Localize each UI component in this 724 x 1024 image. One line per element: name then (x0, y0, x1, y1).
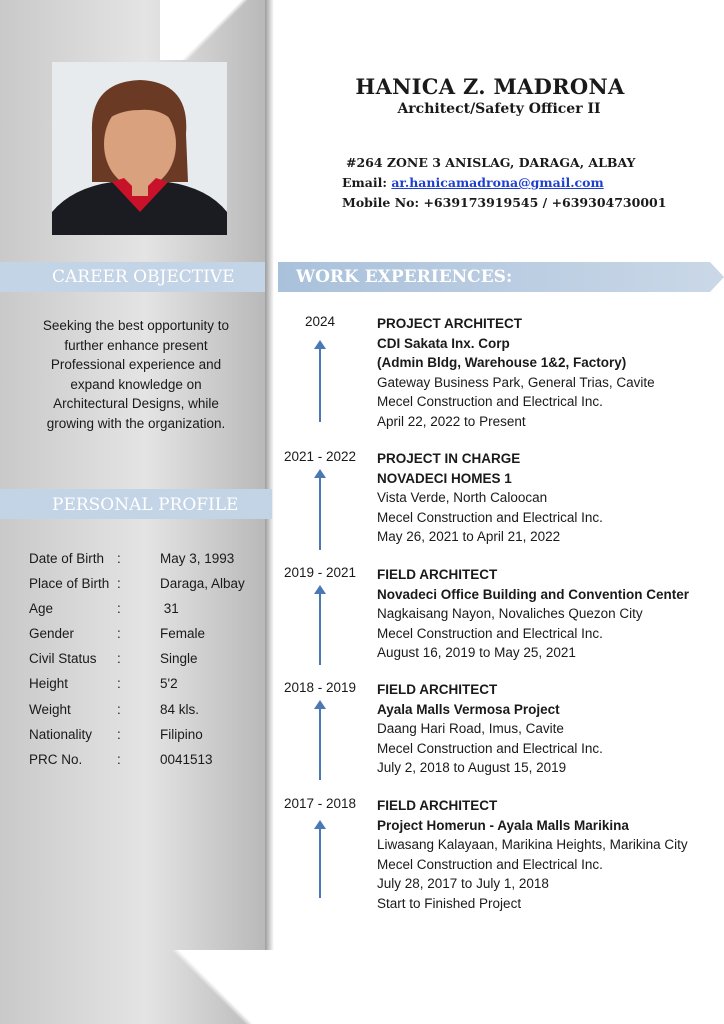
experience-details (377, 449, 603, 547)
experience-company: Mecel Construction and Electrical Inc. (377, 509, 603, 525)
experience-years: 2018 - 2019 (283, 680, 357, 695)
experience-company: Mecel Construction and Electrical Inc. (377, 740, 603, 756)
profile-value: 84 kls. (160, 701, 200, 717)
experience-project: Project Homerun - Ayala Malls Marikina (377, 817, 629, 833)
email-label: Email: (342, 175, 387, 190)
profile-label: Nationality (29, 726, 93, 742)
experience-location: Gateway Business Park, General Trias, Cavite (377, 374, 655, 390)
experience-company: Mecel Construction and Electrical Inc. (377, 856, 603, 872)
profile-value: Filipino (160, 726, 203, 742)
mobile-line (342, 193, 666, 213)
profile-colon: : (117, 701, 121, 717)
profile-label: Date of Birth (29, 551, 105, 566)
experience-dates: May 26, 2021 to April 21, 2022 (377, 529, 561, 545)
profile-label: Age (29, 601, 54, 617)
job-title: Architect/Safety Officer II (397, 101, 601, 117)
profile-colon: : (117, 676, 121, 692)
mobile-label: Mobile No: (342, 195, 420, 210)
experience-dates: August 16, 2019 to May 25, 2021 (377, 645, 576, 661)
experience-company: Mecel Construction and Electrical Inc. (377, 394, 603, 410)
profile-value: 0041513 (160, 751, 213, 767)
experience-years: 2017 - 2018 (283, 796, 357, 811)
profile-colon: : (117, 576, 121, 592)
experience-position: FIELD ARCHITECT (377, 798, 498, 813)
objective-line: growing with the organization. (46, 415, 226, 431)
experience-position: FIELD ARCHITECT (377, 567, 498, 582)
profile-value: Female (160, 626, 206, 642)
mobile-number: +639173919545 / +639304730001 (423, 195, 667, 210)
experience-project: CDI Sakata Inx. Corp (377, 335, 510, 351)
career-objective-text (30, 316, 242, 434)
profile-colon: : (117, 626, 121, 642)
experience-years: 2024 (304, 314, 336, 329)
experience-project: Novadeci Office Building and Convention Center (377, 586, 690, 602)
experience-project: NOVADECI HOMES 1 (377, 470, 512, 486)
personal-profile-heading: PERSONAL PROFILE (52, 495, 239, 515)
profile-colon: : (117, 551, 121, 566)
profile-colon: : (117, 601, 121, 617)
experience-location: Liwasang Kalayaan, Marikina Heights, Marikina City (377, 837, 688, 853)
experience-dates: July 2, 2018 to August 15, 2019 (377, 760, 567, 776)
sidebar-bottom-corner (150, 950, 274, 1024)
experience-position: PROJECT ARCHITECT (377, 316, 523, 331)
profile-value: Single (160, 651, 198, 667)
experience-dates: July 28, 2017 to July 1, 2018 (377, 876, 549, 892)
person-name: HANICA Z. MADRONA (355, 74, 625, 99)
profile-value: Daraga, Albay (160, 576, 245, 592)
address: #264 ZONE 3 ANISLAG, DARAGA, ALBAY (346, 155, 636, 170)
profile-value: May 3, 1993 (160, 551, 235, 566)
profile-label: Weight (29, 701, 71, 717)
profile-label: Height (29, 676, 69, 692)
profile-colon: : (117, 751, 121, 767)
objective-line: Professional experience and (50, 357, 222, 373)
profile-colon: : (117, 726, 121, 742)
objective-line: expand knowledge on (70, 376, 202, 392)
experience-position: PROJECT IN CHARGE (377, 451, 521, 466)
objective-line: Seeking the best opportunity to (42, 318, 230, 333)
portrait-illustration (52, 62, 227, 235)
sidebar-top-corner (160, 0, 270, 60)
band-arrow-tip (710, 262, 724, 292)
experience-years: 2019 - 2021 (283, 565, 357, 580)
experience-project-detail: (Admin Bldg, Warehouse 1&2, Factory) (377, 355, 627, 371)
experience-details (377, 314, 655, 432)
experience-position: FIELD ARCHITECT (377, 682, 498, 697)
profile-label: Civil Status (29, 651, 97, 667)
work-experiences-heading: WORK EXPERIENCES: (296, 267, 513, 287)
experience-details (377, 680, 603, 778)
profile-colon: : (117, 651, 121, 667)
experience-note: Start to Finished Project (377, 895, 522, 911)
profile-photo (52, 62, 227, 235)
objective-line: Architectural Designs, while (53, 396, 219, 412)
experience-details (377, 796, 688, 914)
profile-label: PRC No. (29, 751, 83, 767)
profile-value: 31 (160, 601, 179, 617)
email-link[interactable]: ar.hanicamadrona@gmail.com (391, 175, 604, 190)
profile-value: 5'2 (160, 676, 178, 692)
experience-company: Mecel Construction and Electrical Inc. (377, 625, 603, 641)
contact-block (342, 153, 666, 213)
profile-label: Place of Birth (29, 576, 110, 592)
email-line (342, 173, 666, 193)
experience-dates: April 22, 2022 to Present (377, 413, 526, 429)
experience-location: Vista Verde, North Caloocan (377, 490, 548, 506)
experience-location: Nagkaisang Nayon, Novaliches Quezon City (377, 606, 643, 622)
objective-line: further enhance present (64, 337, 208, 353)
profile-label: Gender (29, 626, 75, 642)
experience-details (377, 565, 689, 663)
career-objective-heading: CAREER OBJECTIVE (52, 267, 235, 287)
experience-years: 2021 - 2022 (283, 449, 357, 464)
experience-project: Ayala Malls Vermosa Project (377, 701, 560, 717)
experience-location: Daang Hari Road, Imus, Cavite (377, 721, 564, 737)
